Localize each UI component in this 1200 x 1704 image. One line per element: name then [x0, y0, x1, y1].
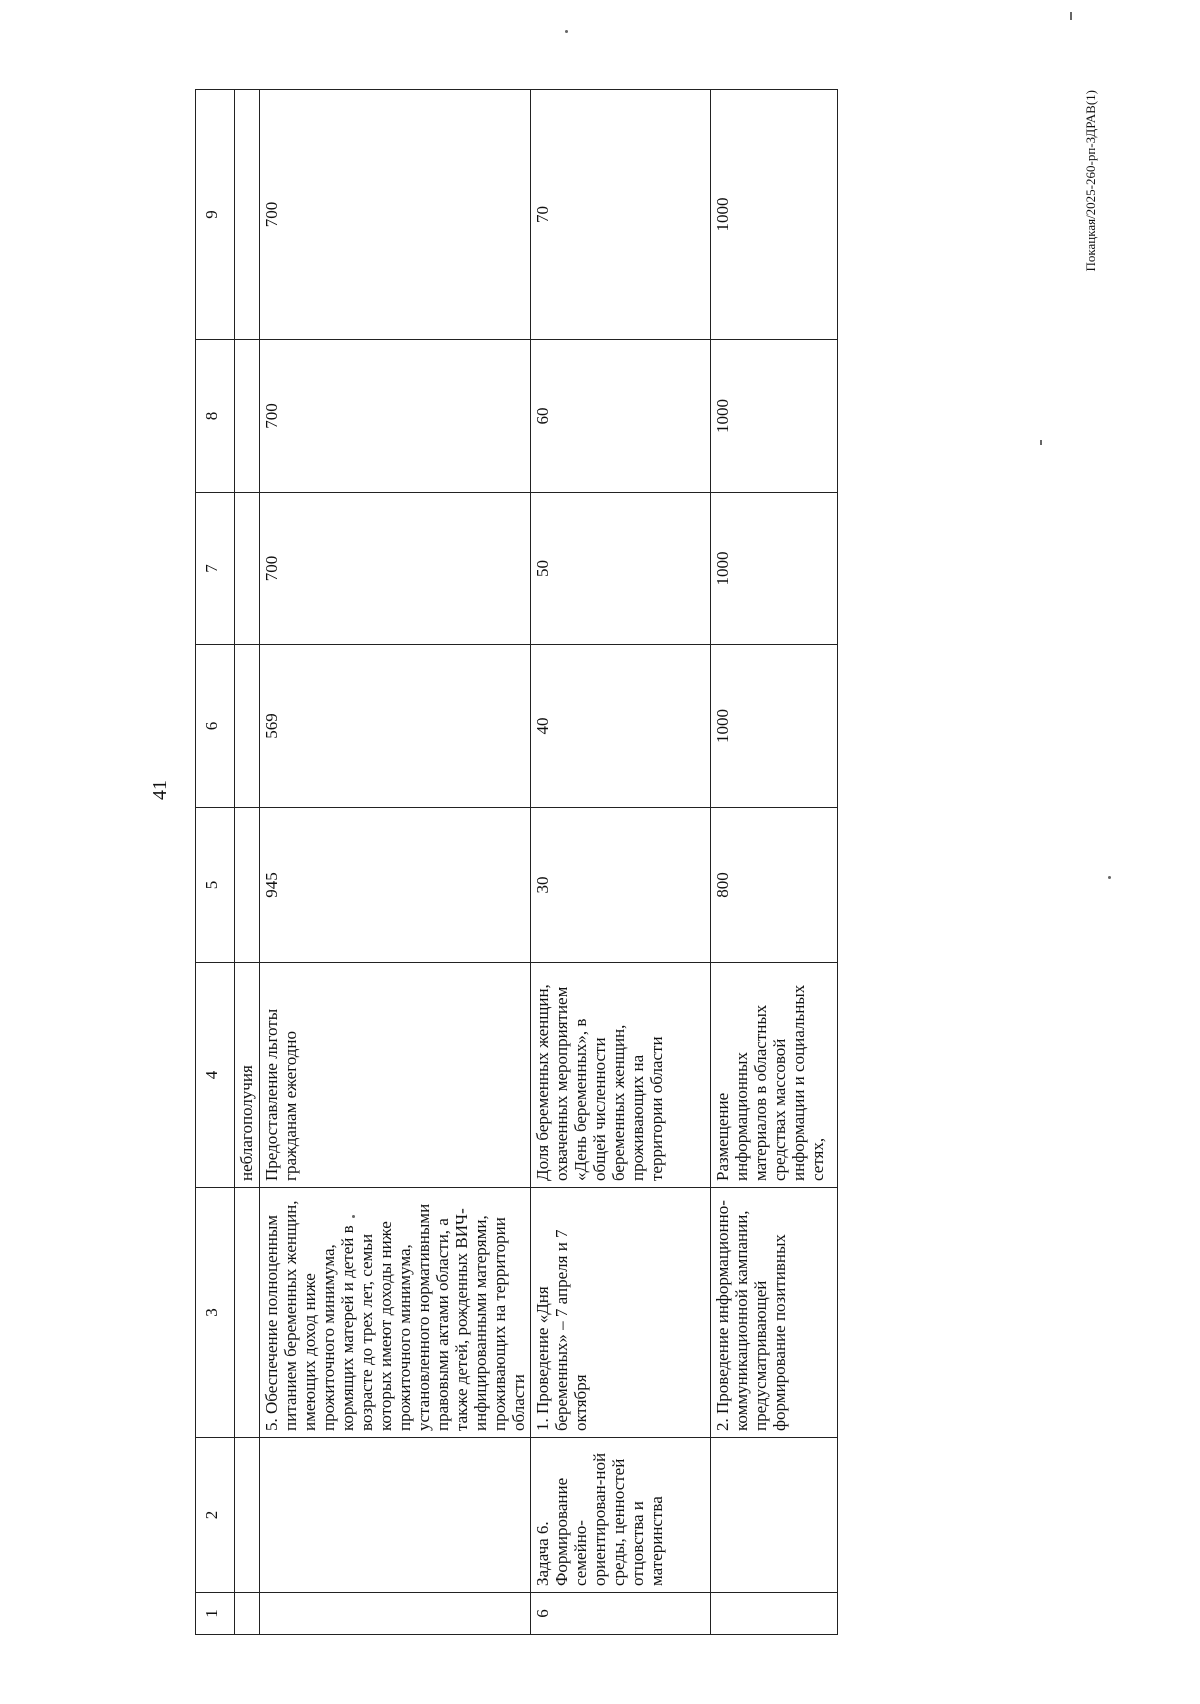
- cell: [235, 645, 260, 808]
- cell: [235, 1438, 260, 1593]
- measure-cell: 2. Проведение информационно-коммуникационной кампании, предусматривающей формирование позитивных: [711, 1188, 838, 1438]
- value-col9: 700: [260, 90, 531, 340]
- cell: [235, 1593, 260, 1635]
- task-cell: [260, 1438, 531, 1593]
- measure-cell: 1. Проведение «Дня беременных» – 7 апреля и 7 октября: [531, 1188, 711, 1438]
- scan-speck: [1070, 12, 1072, 20]
- value-col8: 60: [531, 340, 711, 493]
- header-cell-9: 9: [196, 90, 235, 340]
- value-col6: 40: [531, 645, 711, 808]
- cell: [235, 1188, 260, 1438]
- header-cell-8: 8: [196, 340, 235, 493]
- value-col9: 70: [531, 90, 711, 340]
- measure-cell: 5. Обеспечение полноценным питанием беременных женщин, имеющих доход ниже прожиточного минимума, кормящих матерей и детей в возрасте до трех лет, семьи которых имеют доходы ниже прожиточного минимума, установленного нормативными правовыми актами области, а также детей, рожденных ВИЧ-инфицированными матерями, проживающих на территории области: [260, 1188, 531, 1438]
- header-cell-7: 7: [196, 493, 235, 645]
- cell: [235, 808, 260, 963]
- value-col7: 50: [531, 493, 711, 645]
- value-col7: 700: [260, 493, 531, 645]
- value-col5: 800: [711, 808, 838, 963]
- cell-continuation-text: неблагополучия: [235, 963, 260, 1188]
- value-col7: 1000: [711, 493, 838, 645]
- continuation-row: [235, 90, 260, 1635]
- scan-speck: [565, 30, 568, 33]
- indicator-cell: Доля беременных женщин, охваченных мероприятием «День беременных», в общей численности беременных женщин, проживающих на территории области: [531, 963, 711, 1188]
- header-cell-6: 6: [196, 645, 235, 808]
- table-row-task-6: [531, 90, 711, 1635]
- header-row: [196, 90, 235, 1635]
- value-col8: 1000: [711, 340, 838, 493]
- footer-document-code: Покацкая/2025-260-рп-ЗДРАВ(1): [1083, 90, 1098, 272]
- table-row-measure-5: [260, 90, 531, 1635]
- page-number: 41: [149, 780, 171, 800]
- header-cell-2: 2: [196, 1438, 235, 1593]
- header-cell-3: 3: [196, 1188, 235, 1438]
- table-row-measure-2: [711, 90, 838, 1635]
- value-col6: 1000: [711, 645, 838, 808]
- indicator-cell: Размещение информационных материалов в областных средствах массовой информации и социальных сетях,: [711, 963, 838, 1188]
- scan-speck: [1040, 440, 1042, 445]
- task-cell: Задача 6. Формирование семейно-ориентирован-ной среды, ценностей отцовства и материнства: [531, 1438, 711, 1593]
- rotated-content: [145, 0, 1145, 1700]
- row-number: [260, 1593, 531, 1635]
- row-number: 6: [531, 1593, 711, 1635]
- scan-speck: [352, 1215, 355, 1218]
- task-cell: [711, 1438, 838, 1593]
- indicator-cell: Предоставление льготы гражданам ежегодно: [260, 963, 531, 1188]
- cell: [235, 90, 260, 340]
- indicators-table: [195, 89, 838, 1635]
- scan-speck: [1108, 876, 1111, 879]
- header-cell-1: 1: [196, 1593, 235, 1635]
- cell: [235, 493, 260, 645]
- value-col5: 945: [260, 808, 531, 963]
- value-col6: 569: [260, 645, 531, 808]
- value-col5: 30: [531, 808, 711, 963]
- header-cell-5: 5: [196, 808, 235, 963]
- cell: [235, 340, 260, 493]
- header-cell-4: 4: [196, 963, 235, 1188]
- value-col9: 1000: [711, 90, 838, 340]
- value-col8: 700: [260, 340, 531, 493]
- row-number: [711, 1593, 838, 1635]
